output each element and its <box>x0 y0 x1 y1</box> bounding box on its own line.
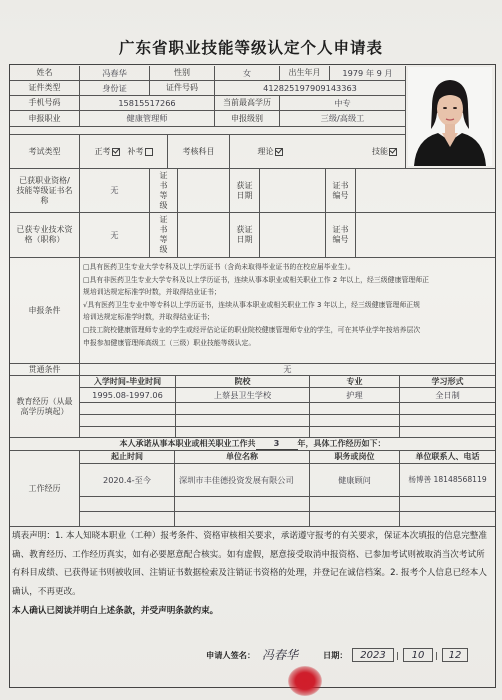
work-label: 工作经历 <box>10 451 80 527</box>
work-header-time: 起止时间 <box>80 451 175 464</box>
cert-qualification-value: 无 <box>80 169 150 213</box>
fingerprint-stamp <box>288 666 322 696</box>
declaration-block <box>12 527 490 621</box>
work-commitment <box>10 438 495 451</box>
edu-empty <box>310 427 400 438</box>
cert1-level-label: 证书等级 <box>150 169 178 213</box>
edu-row-time: 1995.08-1997.06 <box>80 388 176 403</box>
edu-empty <box>80 403 176 415</box>
edu-empty <box>176 427 310 438</box>
condition-item: 规培训达规定标准学时数，并取得结业证书； <box>83 288 221 297</box>
subject-label: 考核科目 <box>168 135 230 169</box>
commit-suffix: 年，具体工作经历如下： <box>297 439 386 448</box>
date-year: 2023 <box>352 648 394 662</box>
commit-prefix: 本人承诺从事本职业或相关职业工作共 <box>119 439 256 448</box>
theory-checkbox[interactable] <box>275 148 283 156</box>
edu-row-school: 上蔡县卫生学校 <box>176 388 310 403</box>
conditions-list <box>80 259 484 363</box>
cert-title-value: 无 <box>80 213 150 258</box>
edu-row-mode: 全日制 <box>400 388 495 403</box>
normal-exam-checkbox[interactable] <box>112 148 120 156</box>
cert1-no-value <box>356 169 495 213</box>
cert2-date-label: 获证日期 <box>230 213 260 258</box>
date-sep: | <box>396 650 399 660</box>
retake-exam-checkbox[interactable] <box>145 148 153 156</box>
edu-row-major: 护理 <box>310 388 400 403</box>
level-label: 申报级别 <box>215 111 280 127</box>
edu-empty <box>176 403 310 415</box>
edu-value: 中专 <box>280 96 406 111</box>
birth-label: 出生年月 <box>280 66 330 81</box>
cert1-date-value <box>260 169 326 213</box>
normal-exam-label: 正考 <box>94 146 111 156</box>
retake-exam-label: 补考 <box>127 146 144 156</box>
work-empty <box>310 497 400 512</box>
edu-empty <box>310 415 400 427</box>
idno-value: 412825197909143363 <box>215 81 406 96</box>
edu-empty <box>400 403 495 415</box>
idno-label: 证件号码 <box>150 81 215 96</box>
work-row-contact: 杨博善 18148568119 <box>400 464 495 497</box>
date-month: 10 <box>403 648 433 662</box>
edu-header-major: 专业 <box>310 376 400 388</box>
name-label: 姓名 <box>10 66 80 81</box>
cert2-level-value <box>178 213 230 258</box>
work-row-unit: 深圳市丰佳德投资发展有限公司 <box>175 464 310 497</box>
work-row-position: 健康顾问 <box>310 464 400 497</box>
idtype-value: 身份证 <box>80 81 150 96</box>
date-day: 12 <box>442 648 468 662</box>
job-label: 申报职业 <box>10 111 80 127</box>
cert2-no-label: 证书编号 <box>326 213 356 258</box>
skill-label: 技能 <box>372 146 388 156</box>
declaration-text: 填表声明：1. 本人知晓本职业（工种）报考条件、资格审核相关要求，承诺遵守报考的有关要求，保证本次填报的信息完整准确、教育经历、工作经历真实，如有必要愿意配合核实。如有虚假，愿意接受取消申报资格、已参加考试则被取消当次考试所有科目成绩、已获得证书则被收回、注销证书数据检索及注销证书资格的处理，并登记在诚信档案。2. 报考个人信息已经本人确认，不再更改。 <box>12 531 487 597</box>
date-sep: | <box>435 650 438 660</box>
applicant-photo <box>408 67 492 166</box>
work-empty <box>400 512 495 527</box>
through-label: 贯通条件 <box>10 364 80 376</box>
condition-item: □具有医药卫生专业大学专科及以上学历证书（含尚未取得毕业证书的在校应届毕业生）。 <box>83 263 355 271</box>
edu-empty <box>400 415 495 427</box>
work-empty <box>80 512 175 527</box>
exam-type-label: 考试类型 <box>10 135 80 169</box>
date-label: 日期： <box>323 650 348 660</box>
theory-label: 理论 <box>257 146 274 156</box>
skill-checkbox[interactable] <box>389 148 397 156</box>
cert2-level-label: 证书等级 <box>150 213 178 258</box>
condition-item: 培训达规定标准学时数，并取得结业证书； <box>83 313 214 322</box>
job-value: 健康管理师 <box>80 111 215 127</box>
declaration-confirm: 本人确认已阅读并明白上述条款，并受声明条款约束。 <box>12 606 219 617</box>
work-header-unit: 单位名称 <box>175 451 310 464</box>
commit-years: 3 <box>256 438 298 449</box>
work-row-time: 2020.4-至今 <box>80 464 175 497</box>
cert2-no-value <box>356 213 495 258</box>
condition-item: □具有非医药卫生专业大学专科及以上学历证书，连续从事本职业或相关职业工作 2 年以上，经三级健康管理师正 <box>83 275 430 284</box>
edu-header-school: 院校 <box>176 376 310 388</box>
skill-option <box>310 135 406 169</box>
condition-item: √具有医药卫生专业中等专科以上学历证书，连续从事本职业或相关职业工作 3 年以上，经三级健康管理师正规 <box>83 300 421 309</box>
work-header-position: 职务或岗位 <box>310 451 400 464</box>
edu-header-time: 入学时间-毕业时间 <box>80 376 176 388</box>
work-empty <box>400 497 495 512</box>
work-empty <box>80 497 175 512</box>
signature-label: 申请人签名： <box>206 650 256 660</box>
cert2-date-value <box>260 213 326 258</box>
exam-type-options <box>80 135 168 169</box>
conditions-label: 申报条件 <box>10 258 80 364</box>
gender-label: 性别 <box>150 66 215 81</box>
birth-value: 1979 年 9 月 <box>330 66 406 81</box>
condition-item: 申报参加健康管理师高级工（三级）职业技能等级认定。 <box>83 338 256 347</box>
edu-header-mode: 学习形式 <box>400 376 495 388</box>
edu-empty <box>80 415 176 427</box>
edu-empty <box>176 415 310 427</box>
name-value: 冯春华 <box>80 66 150 81</box>
gender-value: 女 <box>215 66 280 81</box>
cert1-no-label: 证书编号 <box>326 169 356 213</box>
cert1-level-value <box>178 169 230 213</box>
work-empty <box>310 512 400 527</box>
cert-title-label: 已获专业技术资格（职称） <box>10 213 80 258</box>
spacer-row <box>10 127 406 135</box>
work-empty <box>175 512 310 527</box>
idtype-label: 证件类型 <box>10 81 80 96</box>
signature-value: 冯春华 <box>262 648 299 662</box>
education-label: 教育经历（从最高学历填起） <box>10 376 80 438</box>
cert1-date-label: 获证日期 <box>230 169 260 213</box>
edu-empty <box>400 427 495 438</box>
work-header-contact: 单位联系人、电话 <box>400 451 495 464</box>
through-value: 无 <box>80 364 495 376</box>
theory-option <box>230 135 310 169</box>
level-value: 三级/高级工 <box>280 111 406 127</box>
edu-empty <box>310 403 400 415</box>
form-title: 广东省职业技能等级认定个人申请表 <box>118 39 383 57</box>
edu-label: 当前最高学历 <box>215 96 280 111</box>
phone-value: 15815517266 <box>80 96 215 111</box>
work-empty <box>175 497 310 512</box>
phone-label: 手机号码 <box>10 96 80 111</box>
condition-item: □技工院校健康管理师专业的学生或经评估论证的职业院校健康管理师专业的学生，可在其毕业学年按培养层次 <box>83 325 421 334</box>
edu-empty <box>80 427 176 438</box>
cert-qualification-label: 已获职业资格/技能等级证书名称 <box>10 169 80 213</box>
